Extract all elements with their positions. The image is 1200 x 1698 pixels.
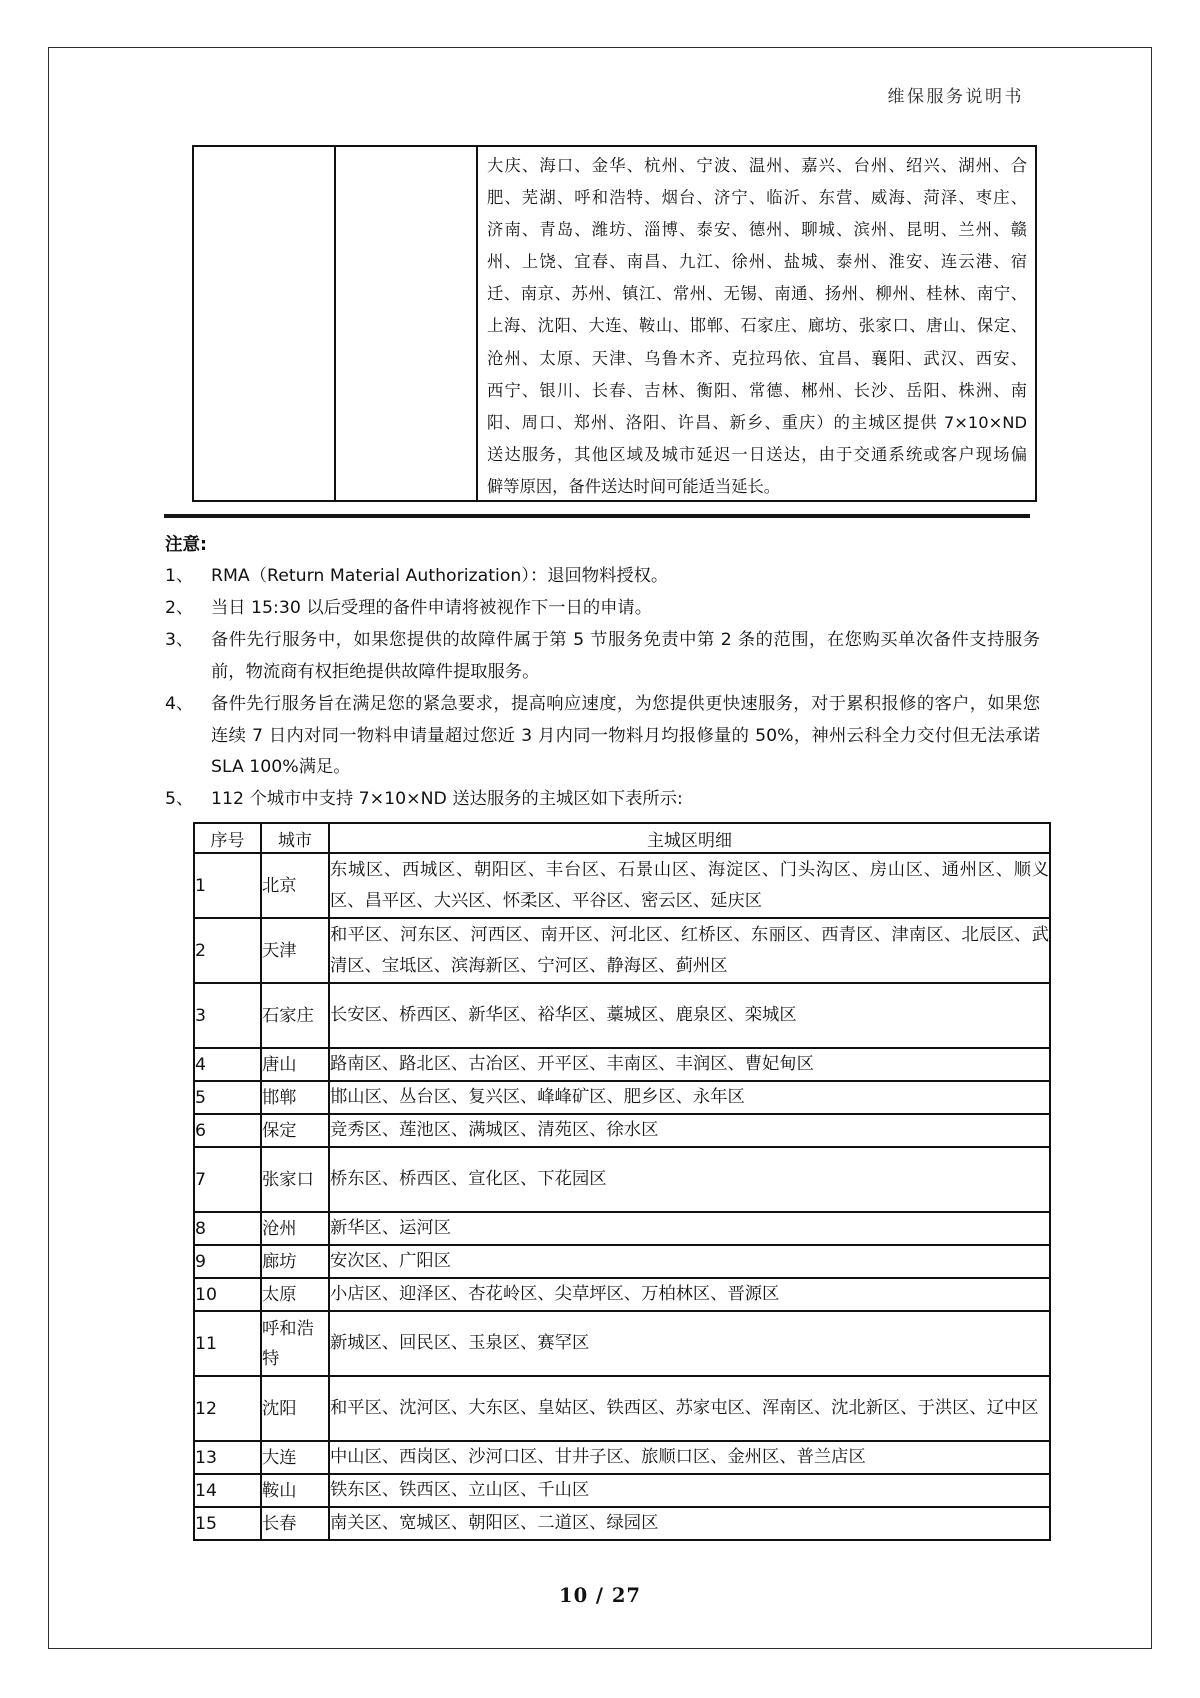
notes-list (165, 561, 1040, 816)
cell-no: 11 (194, 1311, 261, 1376)
cell-city: 太原 (261, 1278, 329, 1311)
coverage-empty-column-1 (194, 147, 336, 500)
note-item (165, 625, 1040, 689)
cell-districts: 桥东区、桥西区、宣化区、下花园区 (329, 1147, 1050, 1212)
table-row (194, 853, 1050, 918)
cell-districts: 中山区、西岗区、沙河口区、甘井子区、旅顺口区、金州区、普兰店区 (329, 1441, 1050, 1474)
cell-districts: 路南区、路北区、古冶区、开平区、丰南区、丰润区、曹妃甸区 (329, 1048, 1050, 1081)
coverage-text-line: 僻等原因，备件送达时间可能适当延长。 (487, 476, 781, 496)
cell-no: 9 (194, 1245, 261, 1278)
table-row (194, 1278, 1050, 1311)
page-number: 10 / 27 (559, 1584, 641, 1607)
coverage-text-line: 肥、芜湖、呼和浩特、烟台、济宁、临沂、东营、威海、菏泽、枣庄、 (487, 188, 1027, 208)
cell-districts: 东城区、西城区、朝阳区、丰台区、石景山区、海淀区、门头沟区、房山区、通州区、顺义区、昌平区、大兴区、怀柔区、平谷区、密云区、延庆区 (329, 853, 1050, 918)
table-row (194, 1474, 1050, 1507)
note-item-text: 当日 15:30 以后受理的备件申请将被视作下一日的申请。 (211, 597, 652, 618)
cell-city: 保定 (261, 1114, 329, 1147)
cell-districts: 铁东区、铁西区、立山区、千山区 (329, 1474, 1050, 1507)
table-row (194, 1114, 1050, 1147)
cell-districts: 安次区、广阳区 (329, 1245, 1050, 1278)
note-item-text: 备件先行服务中，如果您提供的故障件属于第 5 节服务免责中第 2 条的范围，在您购买单次备件支持服务前，物流商有权拒绝提供故障件提取服务。 (211, 629, 1040, 682)
header-cell-districts: 主城区明细 (329, 823, 1050, 853)
table-row (194, 1147, 1050, 1212)
doc-header-title: 维保服务说明书 (887, 87, 1024, 107)
header-cell-no: 序号 (194, 823, 261, 853)
districts-table (193, 822, 1051, 1541)
cell-districts: 新华区、运河区 (329, 1212, 1050, 1245)
coverage-text-line: 州、上饶、宜春、南昌、九江、徐州、盐城、泰州、淮安、连云港、宿 (487, 252, 1027, 272)
cell-no: 14 (194, 1474, 261, 1507)
table-row (194, 1441, 1050, 1474)
table-row (194, 983, 1050, 1048)
note-item-number: 1、 (165, 566, 194, 586)
cell-city: 鞍山 (261, 1474, 329, 1507)
notes-heading: 注意: (165, 535, 207, 555)
districts-table-header-row (194, 823, 1050, 853)
cell-city: 邯郸 (261, 1081, 329, 1114)
table-row (194, 1081, 1050, 1114)
note-item (165, 561, 1040, 593)
cell-city: 呼和浩特 (261, 1311, 329, 1376)
coverage-empty-column-2 (336, 147, 478, 500)
cell-districts: 长安区、桥西区、新华区、裕华区、藁城区、鹿泉区、栾城区 (329, 983, 1050, 1048)
header-cell-city: 城市 (261, 823, 329, 853)
coverage-text-line: 阳、周口、郑州、洛阳、许昌、新乡、重庆）的主城区提供 7×10×ND (487, 412, 1027, 432)
note-item-number: 3、 (165, 629, 194, 650)
cell-city: 石家庄 (261, 983, 329, 1048)
cell-no: 5 (194, 1081, 261, 1114)
table-row (194, 1311, 1050, 1376)
note-item-text: 备件先行服务旨在满足您的紧急要求，提高响应速度，为您提供更快速服务，对于累积报修的客户，如果您连续 7 日内对同一物料申请量超过您近 3 月内同一物料月均报修量的 50%，神州云科全力交付但无法承诺 SLA 100%满足。 (211, 693, 1040, 778)
section-divider-rule (164, 514, 1030, 518)
coverage-text-line: 大庆、海口、金华、杭州、宁波、温州、嘉兴、台州、绍兴、湖州、合 (487, 156, 1027, 175)
coverage-text-line: 迁、南京、苏州、镇江、常州、无锡、南通、扬州、柳州、桂林、南宁、 (487, 284, 1027, 304)
note-item-number: 4、 (165, 693, 194, 714)
table-row (194, 1048, 1050, 1081)
cell-districts: 南关区、宽城区、朝阳区、二道区、绿园区 (329, 1507, 1050, 1540)
cell-city: 沧州 (261, 1212, 329, 1245)
cell-no: 1 (194, 853, 261, 918)
coverage-text-line: 沧州、太原、天津、乌鲁木齐、克拉玛依、宜昌、襄阳、武汉、西安、 (487, 348, 1027, 368)
cell-districts: 竞秀区、莲池区、满城区、清苑区、徐水区 (329, 1114, 1050, 1147)
note-item (165, 593, 1040, 625)
cell-no: 8 (194, 1212, 261, 1245)
cell-city: 张家口 (261, 1147, 329, 1212)
cell-city: 唐山 (261, 1048, 329, 1081)
cell-no: 15 (194, 1507, 261, 1540)
coverage-text-line: 西宁、银川、长春、吉林、衡阳、常德、郴州、长沙、岳阳、株洲、南 (487, 380, 1027, 400)
note-item-text: 112 个城市中支持 7×10×ND 送达服务的主城区如下表所示: (211, 789, 683, 810)
note-item-number: 2、 (165, 597, 194, 618)
cell-city: 廊坊 (261, 1245, 329, 1278)
cell-no: 2 (194, 918, 261, 983)
note-item (165, 784, 1040, 816)
note-item-text: RMA（Return Material Authorization）：退回物料授权。 (211, 566, 669, 586)
city-coverage-table (192, 145, 1037, 502)
table-row (194, 1212, 1050, 1245)
cell-no: 6 (194, 1114, 261, 1147)
cell-districts: 邯山区、丛台区、复兴区、峰峰矿区、肥乡区、永年区 (329, 1081, 1050, 1114)
cell-no: 7 (194, 1147, 261, 1212)
cell-city: 长春 (261, 1507, 329, 1540)
cell-no: 3 (194, 983, 261, 1048)
table-row (194, 1376, 1050, 1441)
cell-districts: 小店区、迎泽区、杏花岭区、尖草坪区、万柏林区、晋源区 (329, 1278, 1050, 1311)
coverage-city-list-cell (478, 147, 1035, 500)
table-row (194, 1245, 1050, 1278)
cell-districts: 和平区、河东区、河西区、南开区、河北区、红桥区、东丽区、西青区、津南区、北辰区、武清区、宝坻区、滨海新区、宁河区、静海区、蓟州区 (329, 918, 1050, 983)
cell-districts: 新城区、回民区、玉泉区、赛罕区 (329, 1311, 1050, 1376)
cell-districts: 和平区、沈河区、大东区、皇姑区、铁西区、苏家屯区、浑南区、沈北新区、于洪区、辽中区 (329, 1376, 1050, 1441)
cell-city: 天津 (261, 918, 329, 983)
cell-city: 沈阳 (261, 1376, 329, 1441)
cell-no: 12 (194, 1376, 261, 1441)
table-row (194, 918, 1050, 983)
coverage-text-line: 送达服务，其他区域及城市延迟一日送达，由于交通系统或客户现场偏 (487, 444, 1027, 464)
coverage-text-line: 上海、沈阳、大连、鞍山、邯郸、石家庄、廊坊、张家口、唐山、保定、 (487, 316, 1027, 336)
note-item (165, 689, 1040, 785)
cell-no: 4 (194, 1048, 261, 1081)
cell-city: 北京 (261, 853, 329, 918)
cell-city: 大连 (261, 1441, 329, 1474)
cell-no: 13 (194, 1441, 261, 1474)
notes-section (165, 529, 1040, 816)
cell-no: 10 (194, 1278, 261, 1311)
note-item-number: 5、 (165, 789, 194, 810)
table-row (194, 1507, 1050, 1540)
coverage-text-line: 济南、青岛、潍坊、淄博、泰安、德州、聊城、滨州、昆明、兰州、赣 (487, 220, 1027, 240)
